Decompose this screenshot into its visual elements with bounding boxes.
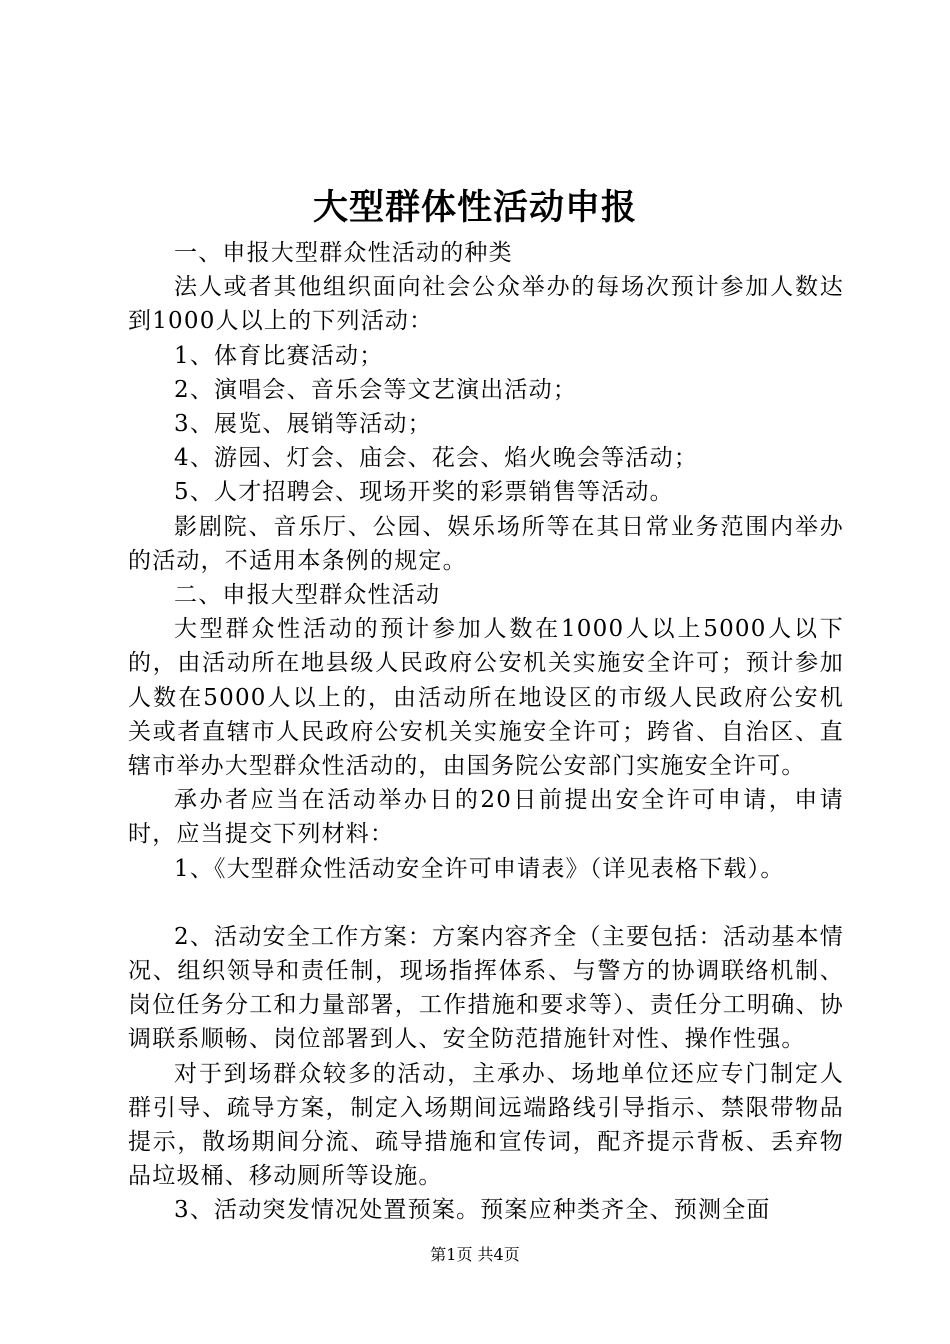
page-footer: 第1页 共4页 [430,1245,520,1264]
list-item: 3、展览、展销等活动； [174,411,432,438]
section-heading-1: 一、申报大型群众性活动的种类 [174,240,513,266]
document-body [128,236,844,1228]
list-item: 3、活动突发情况处置预案。预案应种类齐全、预测全面 [174,1197,771,1224]
list-item: 2、演唱会、音乐会等文艺演出活动； [174,376,578,403]
paragraph: 对于到场群众较多的活动，主承办、场地单位还应专门制定人群引导、疏导方案，制定入场期间远端路线引导指示、禁限带物品提示，散场期间分流、疏导措施和宣传词，配齐提示背板、丢弃物品垃圾桶、移动厕所等设施。 [128,1060,844,1190]
list-item: 2、活动安全工作方案：方案内容齐全（主要包括：活动基本情况、组织领导和责任制，现场指挥体系、与警方的协调联络机制、岗位任务分工和力量部署，工作措施和要求等）、责任分工明确、协调联系顺畅、岗位部署到人、安全防范措施针对性、操作性强。 [128,923,844,1053]
paragraph: 大型群众性活动的预计参加人数在1000人以上5000人以下的，由活动所在地县级人民政府公安机关实施安全许可；预计参加人数在5000人以上的，由活动所在地设区的市级人民政府公安机关或者直辖市人民政府公安机关实施安全许可；跨省、自治区、直辖市举办大型群众性活动的，由国务院公安部门实施安全许可。 [128,616,844,780]
paragraph: 法人或者其他组织面向社会公众举办的每场次预计参加人数达到1000人以上的下列活动： [128,274,844,335]
list-item: 4、游园、灯会、庙会、花会、焰火晚会等活动； [174,445,699,472]
paragraph: 影剧院、音乐厅、公园、娱乐场所等在其日常业务范围内举办的活动，不适用本条例的规定。 [128,513,844,574]
document-title: 大型群体性活动申报 [312,187,637,228]
list-item: 1、体育比赛活动； [174,342,384,369]
section-heading-2: 二、申报大型群众性活动 [174,582,441,609]
paragraph: 承办者应当在活动举办日的20日前提出安全许可申请，申请时，应当提交下列材料： [128,787,844,848]
list-item: 1、《大型群众性活动安全许可申请表》（详见表格下载）。 [174,855,785,882]
list-item: 5、人才招聘会、现场开奖的彩票销售等活动。 [174,479,674,506]
